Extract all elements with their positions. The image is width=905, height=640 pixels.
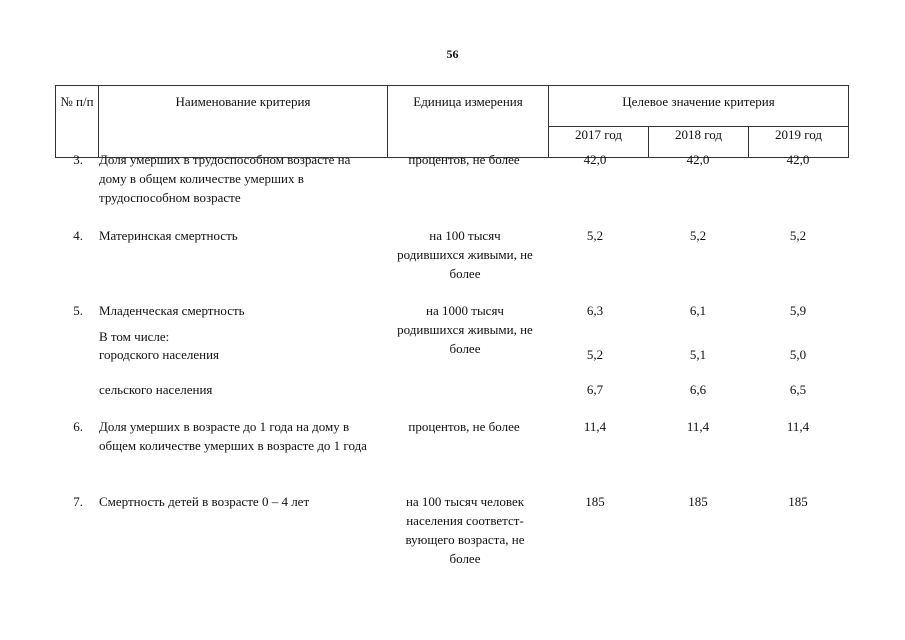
row-unit: на 100 тысяч родившихся живыми, не более [397, 228, 533, 281]
row-value-2018: 6,6 [689, 382, 707, 397]
row-name: Доля умерших в трудоспособном возрасте на дому в общем количестве умерших в трудоспособном возрасте [99, 152, 351, 205]
row-num: 7. [73, 494, 83, 509]
row-value-2019: 185 [788, 494, 808, 509]
row-value-2018: 5,1 [689, 347, 707, 362]
row-num: 5. [73, 303, 83, 318]
row-name: сельского населения [99, 382, 213, 397]
page-number: 56 [446, 47, 459, 61]
row-value-2017: 185 [585, 494, 605, 509]
row-unit: на 1000 тысяч родившихся живыми, не более [397, 303, 533, 356]
row-value-2019: 5,2 [789, 228, 807, 243]
row-value-2017: 5,2 [586, 347, 604, 362]
row-value-2018: 42,0 [686, 152, 710, 167]
row-value-2018: 6,1 [689, 303, 707, 318]
row-value-2017: 6,3 [586, 303, 604, 318]
row-name: городского населения [99, 347, 220, 362]
row-value-2017: 42,0 [583, 152, 607, 167]
row-unit: процентов, не более [408, 419, 520, 434]
row-value-2019: 42,0 [786, 152, 810, 167]
row-value-2019: 11,4 [786, 419, 810, 434]
row-num: 6. [73, 419, 83, 434]
header-num: № п/п [56, 86, 99, 158]
row-value-2018: 5,2 [689, 228, 707, 243]
row-unit: на 100 тысяч человек населения соответст-вующего возраста, не более [405, 494, 525, 566]
row-num: 4. [73, 228, 83, 243]
row-value-2019: 5,9 [789, 303, 807, 318]
row-value-2017: 5,2 [586, 228, 604, 243]
row-value-2019: 5,0 [789, 347, 807, 362]
row-value-2018: 11,4 [686, 419, 710, 434]
header-year-2017: 2017 год [549, 127, 649, 158]
row-value-2017: 11,4 [583, 419, 607, 434]
header-unit: Единица измерения [388, 86, 549, 158]
row-value-2019: 6,5 [789, 382, 807, 397]
row-name: Доля умерших в возрасте до 1 года на дому в общем количестве умерших в возрасте до 1 года [99, 419, 367, 453]
header-name: Наименование критерия [99, 86, 388, 158]
row-value-2017: 6,7 [586, 382, 604, 397]
row-subheading: В том числе: [99, 329, 170, 344]
row-value-2018: 185 [688, 494, 708, 509]
header-year-2019: 2019 год [749, 127, 849, 158]
row-name: Смертность детей в возрасте 0 – 4 лет [99, 494, 310, 509]
header-target: Целевое значение критерия [549, 86, 849, 127]
row-name: Материнская смертность [99, 228, 238, 243]
row-num: 3. [73, 152, 83, 167]
header-year-2018: 2018 год [649, 127, 749, 158]
row-name: Младенческая смертность [99, 303, 245, 318]
criteria-table-header [55, 85, 849, 158]
row-unit: процентов, не более [408, 152, 520, 167]
